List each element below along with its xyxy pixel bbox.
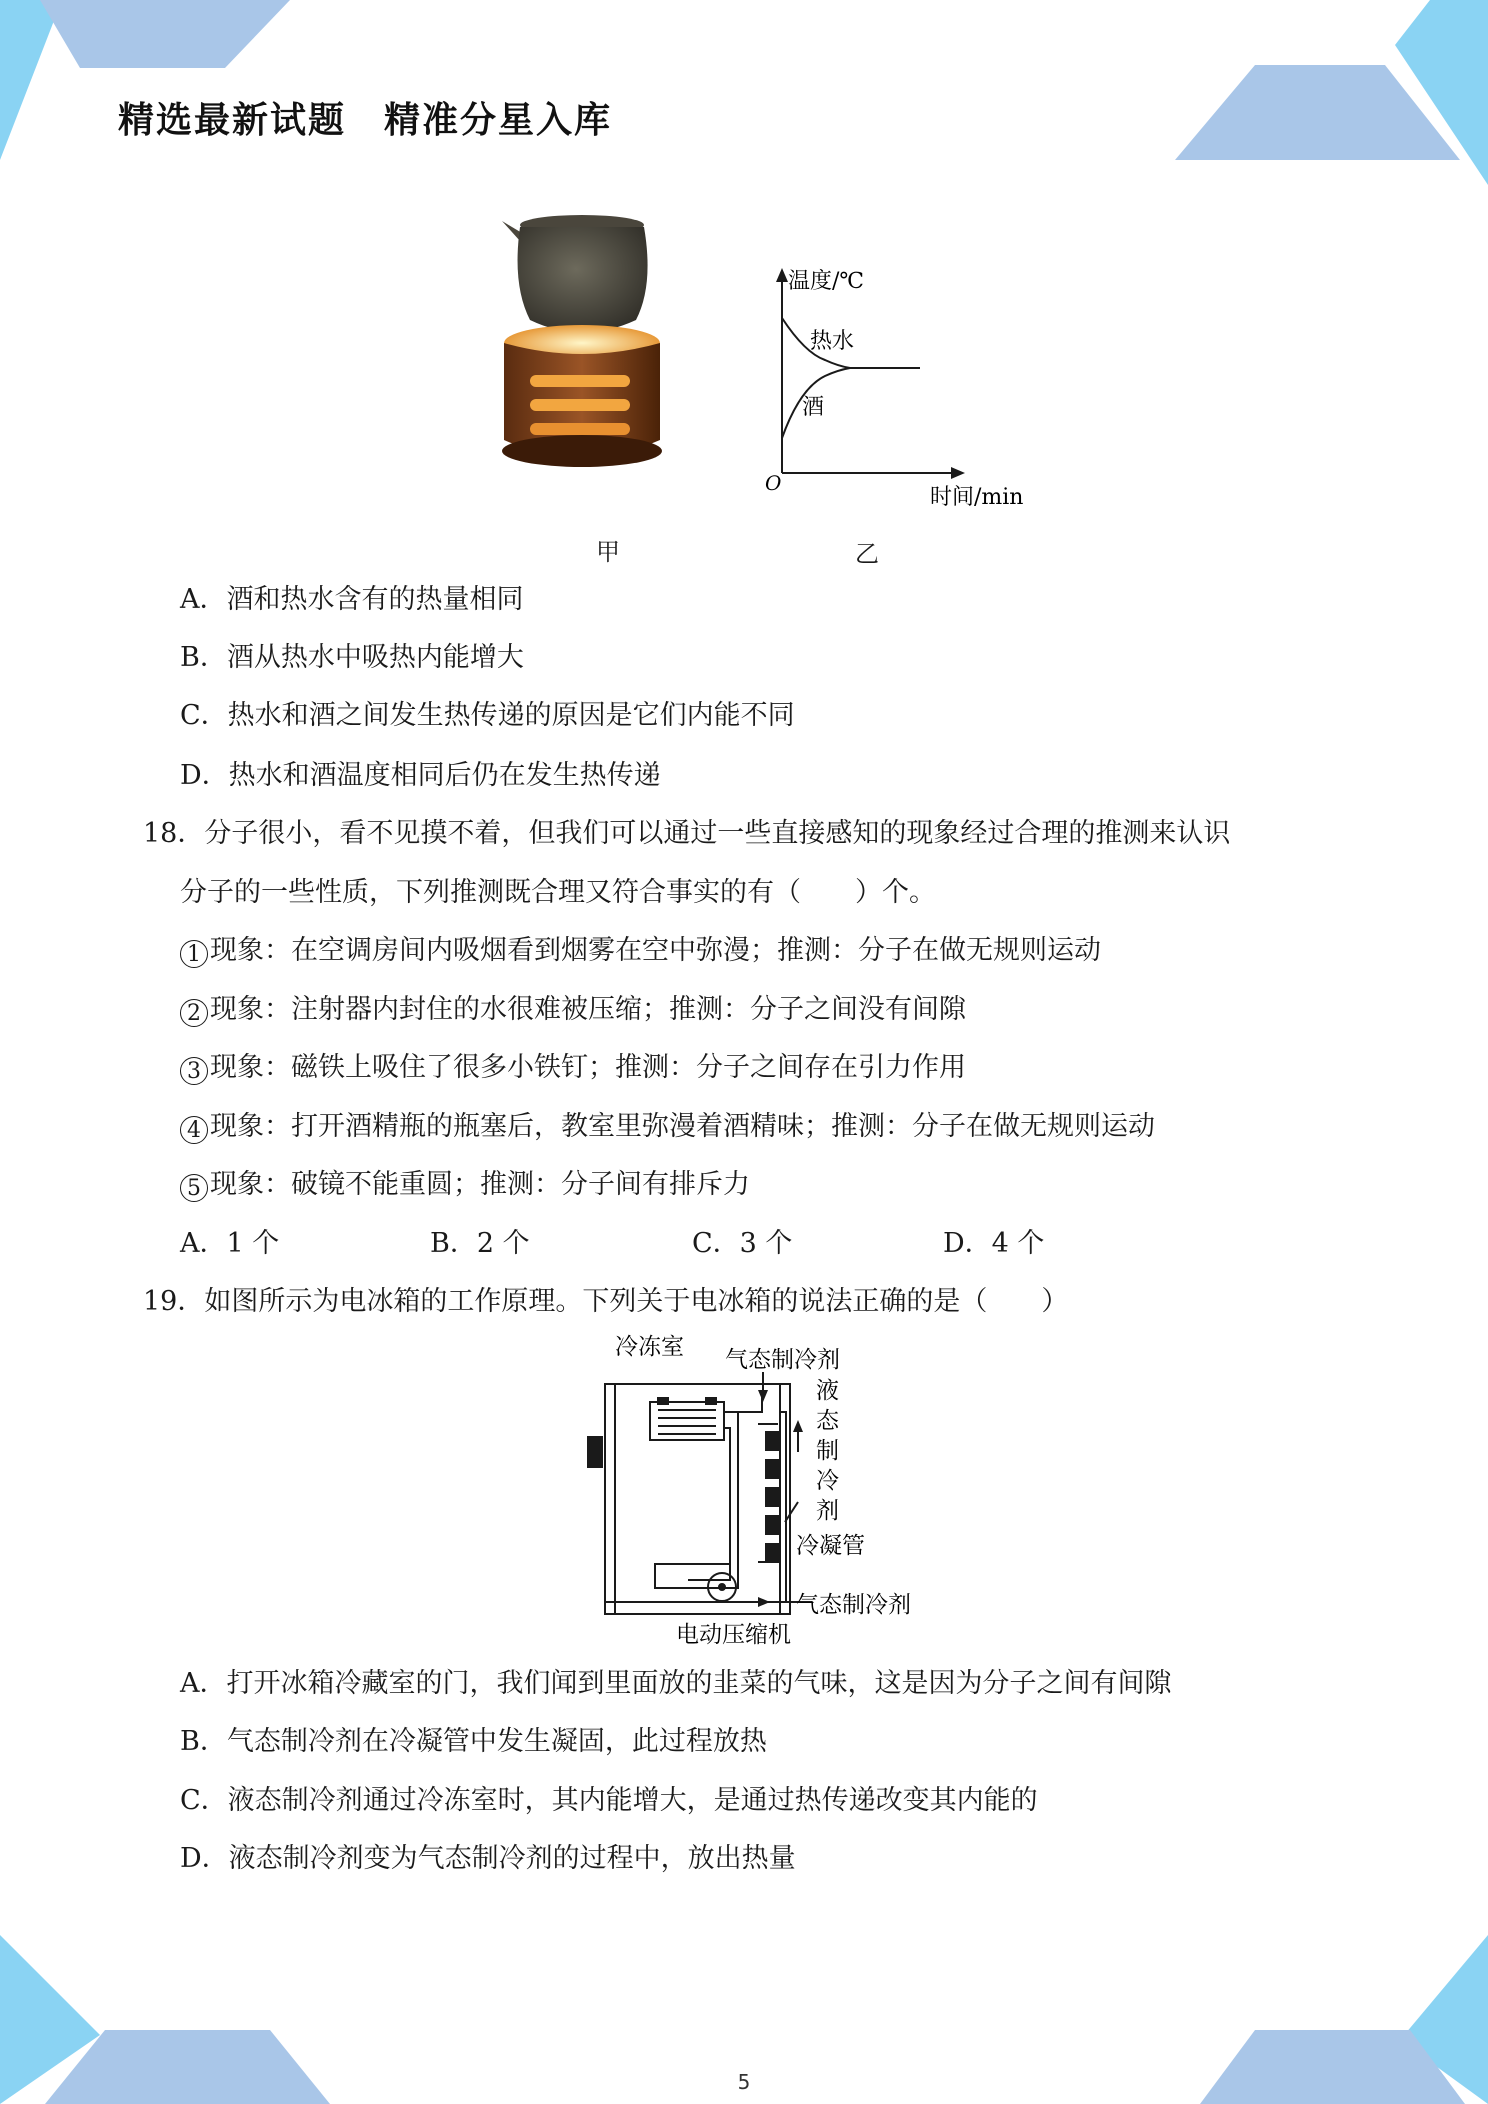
q18-item-2 bbox=[180, 992, 966, 1028]
q17-option-c: C．热水和酒之间发生热传递的原因是它们内能不同 bbox=[180, 700, 795, 731]
q18-option-b: B．2 个 bbox=[430, 1228, 530, 1259]
label-compressor: 电动压缩机 bbox=[676, 1622, 791, 1648]
label-liquid-char-5: 剂 bbox=[816, 1498, 839, 1524]
circled-number: 4 bbox=[180, 1116, 208, 1144]
q18-option-a: A．1 个 bbox=[180, 1228, 280, 1259]
figure-caption-left: 甲 bbox=[596, 538, 620, 566]
q19-option-b: B．气态制冷剂在冷凝管中发生凝固，此过程放热 bbox=[180, 1726, 767, 1757]
q18-item-4 bbox=[180, 1109, 1155, 1145]
label-condenser: 冷凝管 bbox=[796, 1533, 865, 1559]
y-axis-label: 温度/℃ bbox=[788, 269, 865, 294]
series-label-wine: 酒 bbox=[802, 395, 825, 420]
q18-item-text: 现象：打开酒精瓶的瓶塞后，教室里弥漫着酒精味；推测：分子在做无规则运动 bbox=[210, 1111, 1155, 1142]
q18-item-text: 现象：注射器内封住的水很难被压缩；推测：分子之间没有间隙 bbox=[210, 994, 966, 1025]
q18-item-1 bbox=[180, 933, 1101, 969]
circled-number: 3 bbox=[180, 1057, 208, 1085]
door-handle bbox=[588, 1437, 602, 1467]
temperature-time-graph bbox=[760, 258, 1040, 518]
deco-top-left-trapezoid bbox=[40, 0, 290, 68]
q18-item-5 bbox=[180, 1167, 750, 1203]
q18-item-text: 现象：磁铁上吸住了很多小铁钉；推测：分子之间存在引力作用 bbox=[210, 1052, 966, 1083]
circled-number: 5 bbox=[180, 1174, 208, 1202]
q17-option-b: B．酒从热水中吸热内能增大 bbox=[180, 642, 524, 673]
deco-top-left-triangle bbox=[0, 0, 62, 160]
header-title: 精选最新试题 精准分星入库 bbox=[118, 100, 613, 141]
refrigerator-diagram bbox=[580, 1332, 950, 1652]
pot-heater-illustration bbox=[490, 215, 670, 495]
q18-item-text: 现象：破镜不能重圆；推测：分子间有排斥力 bbox=[210, 1169, 750, 1200]
q19-option-c: C．液态制冷剂通过冷冻室时，其内能增大，是通过热传递改变其内能的 bbox=[180, 1785, 1038, 1816]
circled-number: 2 bbox=[180, 999, 208, 1027]
q18-option-c: C．3 个 bbox=[692, 1228, 793, 1259]
deco-top-right-trapezoid bbox=[1175, 65, 1460, 160]
label-liquid-char-4: 冷 bbox=[816, 1468, 839, 1494]
arrow-gas-out bbox=[758, 1597, 770, 1607]
x-axis-arrow bbox=[951, 467, 965, 479]
label-gas-refrigerant-top: 气态制冷剂 bbox=[725, 1347, 840, 1373]
page-number: 5 bbox=[737, 2070, 751, 2094]
figure-caption-right: 乙 bbox=[855, 540, 879, 568]
q18-item-3 bbox=[180, 1050, 966, 1086]
q19-option-d: D．液态制冷剂变为气态制冷剂的过程中，放出热量 bbox=[180, 1843, 796, 1874]
series-label-hot-water: 热水 bbox=[810, 329, 855, 354]
q18-stem-line1: 18．分子很小，看不见摸不着，但我们可以通过一些直接感知的现象经过合理的推测来认识 bbox=[143, 818, 1231, 849]
q18-item-text: 现象：在空调房间内吸烟看到烟雾在空中弥漫；推测：分子在做无规则运动 bbox=[210, 935, 1101, 966]
label-liquid-char-2: 态 bbox=[816, 1408, 839, 1434]
arrow-liquid-up bbox=[793, 1420, 803, 1432]
label-freezer: 冷冻室 bbox=[615, 1334, 684, 1360]
q18-stem-line2: 分子的一些性质，下列推测既合理又符合事实的有（ ）个。 bbox=[180, 877, 936, 908]
label-gas-refrigerant-bottom: 气态制冷剂 bbox=[796, 1592, 911, 1618]
origin-label: O bbox=[765, 471, 782, 495]
circled-number: 1 bbox=[180, 940, 208, 968]
q18-option-d: D．4 个 bbox=[943, 1228, 1045, 1259]
label-liquid-char-1: 液 bbox=[816, 1378, 839, 1404]
y-axis-arrow bbox=[776, 268, 788, 282]
q19-option-a: A．打开冰箱冷藏室的门，我们闻到里面放的韭菜的气味，这是因为分子之间有间隙 bbox=[180, 1668, 1172, 1699]
q17-option-a: A．酒和热水含有的热量相同 bbox=[180, 584, 524, 615]
x-axis-label: 时间/min bbox=[930, 485, 1024, 510]
q19-stem: 19．如图所示为电冰箱的工作原理。下列关于电冰箱的说法正确的是（ ） bbox=[143, 1286, 1069, 1317]
arrow-gas-top bbox=[758, 1390, 768, 1402]
label-liquid-char-3: 制 bbox=[816, 1438, 839, 1464]
q17-option-d: D．热水和酒温度相同后仍在发生热传递 bbox=[180, 760, 661, 791]
